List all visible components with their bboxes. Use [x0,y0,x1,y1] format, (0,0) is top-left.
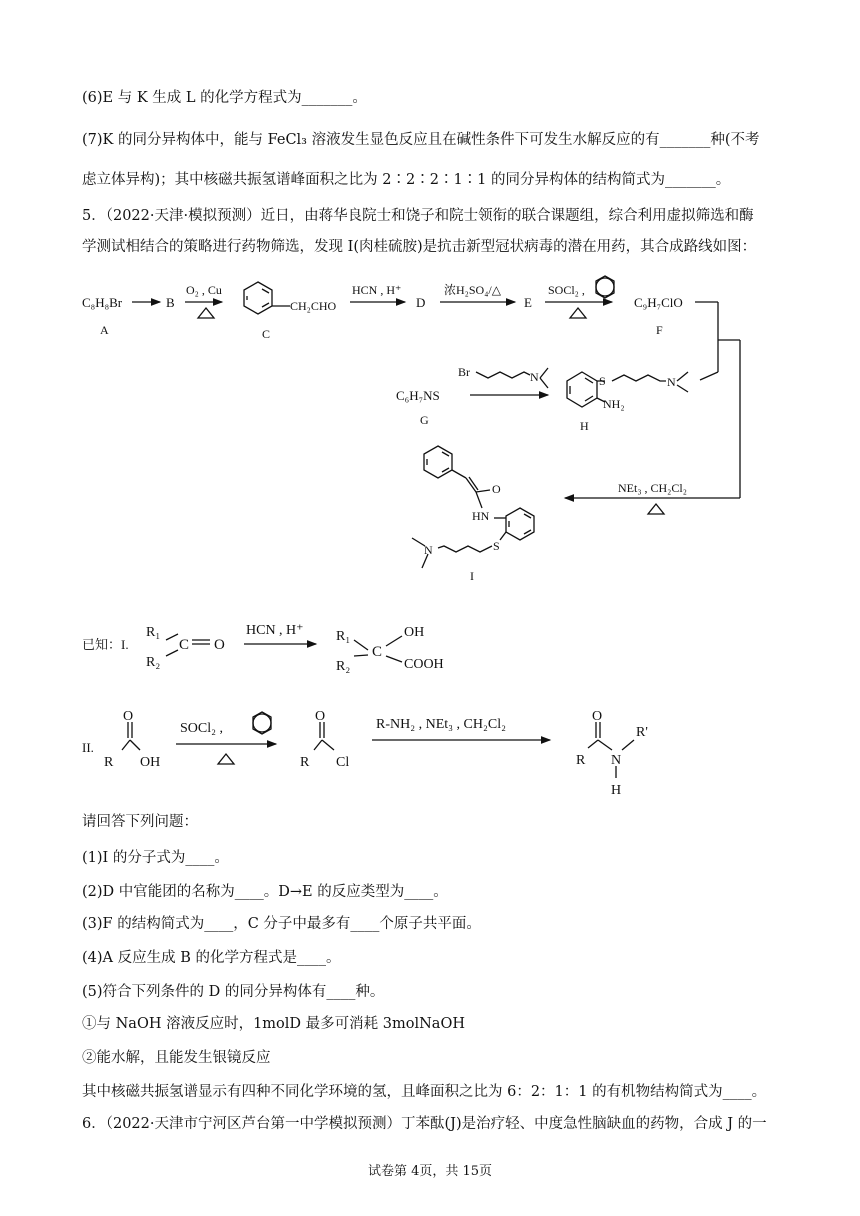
known-reagent-hcn: HCN , H⁺ [246,623,304,638]
known-product-cooh: COOH [404,657,444,672]
reagent-o2-cu: O₂ , Cu [186,283,222,297]
compound-G-label: G [420,413,429,427]
known-ii-r3: R [576,753,586,768]
compound-I-hn: HN [472,509,490,523]
known-ii-o2: O [315,709,326,724]
condition-1: ①与 NaOH 溶液反应时，1molD 最多可消耗 3molNaOH [82,1016,465,1032]
question-2: (2)D 中官能团的名称为____。D→E 的反应类型为____。 [82,884,448,900]
compound-C-label: C [262,327,271,341]
compound-I-label: I [470,569,474,583]
known-heading-2: II. [82,740,94,755]
question-5: (5)符合下列条件的 D 的同分异构体有____种。 [82,984,385,1000]
text-line: (6)E 与 K 生成 L 的化学方程式为_______。 [82,90,367,106]
known-r1: R₁ [146,625,161,640]
compound-A-formula: C₈H₈Br [82,295,123,310]
question-6-heading: 6．（2022·天津市宁河区芦台第一中学模拟预测）丁苯酞(J)是治疗轻、中度急性脑缺血的药物，合成 J 的一 [82,1116,767,1132]
known-heading-1: 已知：I. [82,637,129,652]
question-5-heading: 5．（2022·天津·模拟预测）近日，由蒋华良院士和饶子和院士领衔的联合课题组，综合利用虚拟筛选和酶 [82,208,754,224]
compound-E: E [524,295,532,310]
question-1: (1)I 的分子式为____。 [82,850,229,866]
known-ii-rprime: R' [636,725,648,740]
text-line: 虑立体异构)；其中核磁共振氢谱峰面积之比为 2∶2∶2∶1∶1 的同分异构体的结构简式为_______。 [82,172,731,188]
reagent-n: N [530,370,539,384]
reagent-net3: NEt₃ , CH₂Cl₂ [618,481,687,495]
compound-G-formula: C₆H₇NS [396,388,440,403]
compound-C-substituent: CH₂CHO [290,299,337,313]
known-ii-n: N [611,753,622,768]
question-3: (3)F 的结构简式为____，C 分子中最多有____个原子共平面。 [82,916,481,932]
known-ii-o1: O [123,709,134,724]
reagent-socl2: SOCl₂ , [548,283,585,297]
question-4: (4)A 反应生成 B 的化学方程式是____。 [82,950,341,966]
known-o: O [214,637,225,653]
condition-2: ②能水解，且能发生银镜反应 [82,1050,271,1066]
reagent-hcn: HCN , H⁺ [352,283,402,297]
known-ii-h: H [611,783,622,798]
compound-A-label: A [100,323,109,337]
known-ii-o3: O [592,709,603,724]
text-line: (7)K 的同分异构体中，能与 FeCl₃ 溶液发生显色反应且在碱性条件下可发生水解反应的有_______种(不考 [82,132,760,148]
known-ii-r1: R [104,755,114,770]
known-ii-cl: Cl [336,755,350,770]
compound-H-label: H [580,419,589,433]
reagent-h2so4: 浓H₂SO₄/△ [444,283,501,297]
compound-F-formula: C₉H₇ClO [634,295,683,310]
known-product-r2: R₂ [336,659,351,674]
compound-H-s: S [599,374,606,388]
compound-I-o: O [492,482,501,496]
known-product-c: C [372,644,383,660]
compound-I-s: S [493,539,500,553]
text-line: 学测试相结合的策略进行药物筛选，发现 I(肉桂硫胺)是抗击新型冠状病毒的潜在用药，其合成路线如图： [82,239,757,255]
compound-H-nh2: NH₂ [603,397,625,411]
compound-H-n: N [667,375,676,389]
compound-D: D [416,295,426,310]
compound-B: B [166,295,175,310]
known-ii-reagent-amine: R-NH₂ , NEt₃ , CH₂Cl₂ [376,717,506,732]
known-ii-oh: OH [140,755,161,770]
known-product-r1: R₁ [336,629,351,644]
known-ii-r2: R [300,755,310,770]
known-r2: R₂ [146,655,161,670]
condition-3: 其中核磁共振氢谱显示有四种不同化学环境的氢，且峰面积之比为 6：2：1：1 的有机物结构简式为____。 [82,1084,767,1100]
known-ii-socl2: SOCl₂ , [180,721,224,736]
known-c: C [179,637,190,653]
page-footer: 试卷第 4页，共 15页 [367,1164,493,1179]
question-intro: 请回答下列问题： [82,814,198,830]
compound-I-n: N [424,543,433,557]
compound-F-label: F [656,323,663,337]
reagent-br: Br [458,365,470,379]
known-product-oh: OH [404,625,425,640]
